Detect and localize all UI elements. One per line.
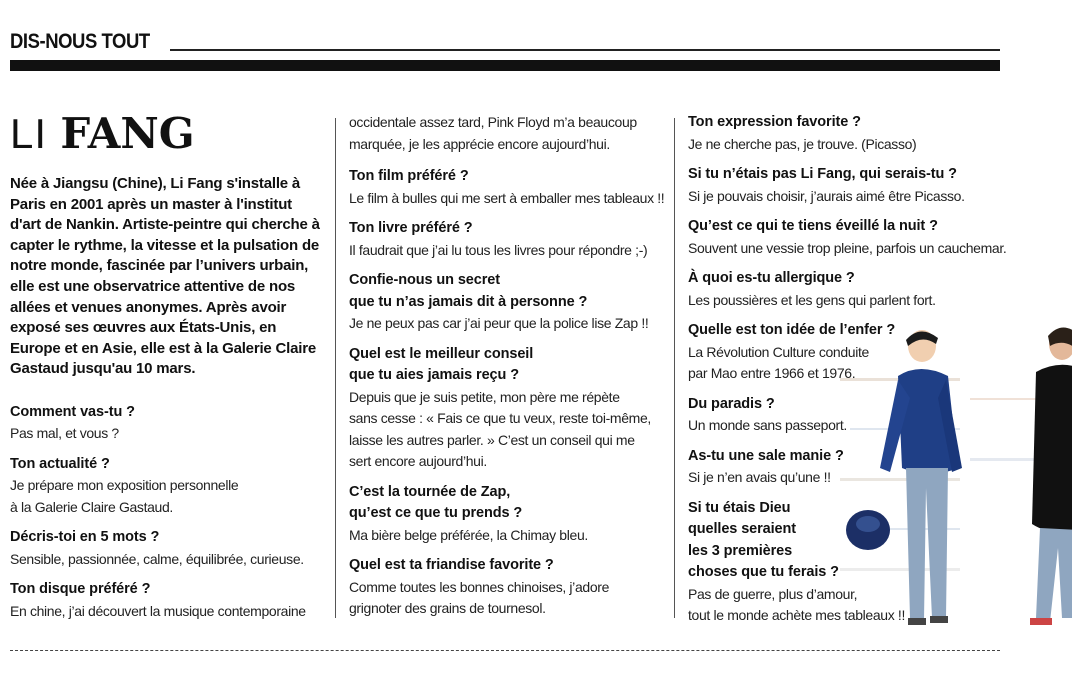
qa-item xyxy=(10,579,325,622)
first-name: LI xyxy=(10,110,48,157)
qa-item xyxy=(688,112,1018,155)
question: Ton livre préféré ? xyxy=(349,220,473,236)
question: À quoi es-tu allergique ? xyxy=(688,270,855,286)
bottom-dashed-rule xyxy=(10,650,1000,651)
qa-item xyxy=(10,454,325,519)
walking-figure-right xyxy=(1030,327,1072,625)
qa-item xyxy=(10,527,325,570)
question: Comment vas-tu ? xyxy=(10,403,135,420)
answer: Sensible, passionnée, calme, équilibrée, curieuse. xyxy=(10,550,304,567)
answer: Pas mal, et vous ? xyxy=(10,425,119,442)
profile-name xyxy=(10,109,325,158)
qa-item xyxy=(349,270,674,335)
answer: Je ne peux pas car j’ai peur que la police lise Zap !! xyxy=(349,315,649,331)
answer: Depuis que je suis petite, mon père me répète sans cesse : « Fais ce que tu veux, reste toi-même, laisse les autres parler. » C’est un conseil qui me sert encore aujourd’hui. xyxy=(349,388,651,469)
header-bar xyxy=(10,60,1000,71)
answer: Il faudrait que j’ai lu tous les livres pour répondre ;-) xyxy=(349,241,648,258)
answer: La Révolution Culture conduite par Mao entre 1966 et 1976. xyxy=(688,343,869,381)
qa-item xyxy=(349,344,674,473)
column-2 xyxy=(349,112,674,629)
qa-item xyxy=(349,482,674,547)
answer: Ma bière belge préférée, la Chimay bleu. xyxy=(349,526,588,543)
question: Quelle est ton idée de l’enfer ? xyxy=(688,322,896,338)
section-header xyxy=(10,30,1000,56)
qa-item xyxy=(688,216,1018,259)
column-divider xyxy=(335,118,336,618)
column-divider xyxy=(674,118,675,618)
question: Décris-toi en 5 mots ? xyxy=(10,529,160,546)
question: Du paradis ? xyxy=(688,395,775,412)
answer: Je ne cherche pas, je trouve. (Picasso) xyxy=(688,135,917,152)
answer: Souvent une vessie trop pleine, parfois un cauchemar. xyxy=(688,239,1007,256)
header-rule xyxy=(170,49,1000,51)
last-name: FANG xyxy=(60,109,195,158)
intro-paragraph: Née à Jiangsu (Chine), Li Fang s'installe à Paris en 2001 après un master à l'institut d'art de Nankin. Artiste-peintre qui cherche à capter le rythme, la vitesse et la pulsation de notre monde, fascinée par l’univers urbain, elle est une observatrice attentive de nos allées et venues anonymes. Après avoir exposé ses œuvres aux États-Unis, en Europe et en Asie, elle est à la Galerie Claire Gastaud jusqu'au 10 mars. xyxy=(10,175,320,378)
answer: Le film à bulles qui me sert à emballer mes tableaux !! xyxy=(349,189,665,206)
qa-item xyxy=(688,394,1018,437)
question: Ton film préféré ? xyxy=(349,168,469,184)
question: Ton actualité ? xyxy=(10,455,110,472)
answer-continuation: occidentale assez tard, Pink Floyd m’a beaucoup marquée, je les apprécie encore aujourd’hui. xyxy=(349,114,637,152)
qa-item xyxy=(688,498,1018,627)
qa-item xyxy=(349,555,674,620)
qa-item xyxy=(688,320,1018,385)
answer: Je prépare mon exposition personnelle à la Galerie Claire Gastaud. xyxy=(10,477,239,515)
qa-item xyxy=(349,218,674,261)
qa-item xyxy=(10,402,325,445)
answer: Un monde sans passeport. xyxy=(688,417,847,433)
answer: Si je n’en avais qu’une !! xyxy=(688,469,831,485)
answer: Si je pouvais choisir, j’aurais aimé être Picasso. xyxy=(688,187,965,204)
question: C’est la tournée de Zap, qu’est ce que tu prends ? xyxy=(349,483,523,521)
question: Confie-nous un secret que tu n’as jamais dit à personne ? xyxy=(349,272,588,310)
question: Ton expression favorite ? xyxy=(688,114,861,130)
question: Quel est le meilleur conseil que tu aies jamais reçu ? xyxy=(349,345,534,383)
question: Si tu étais Dieu quelles seraient les 3 premières choses que tu ferais ? xyxy=(688,499,839,580)
answer: Comme toutes les bonnes chinoises, j’adore grignoter des grains de tournesol. xyxy=(349,578,610,616)
column-1 xyxy=(10,109,325,631)
question: Ton disque préféré ? xyxy=(10,581,151,598)
qa-item xyxy=(688,446,1018,489)
question: Si tu n’étais pas Li Fang, qui serais-tu ? xyxy=(688,166,957,182)
question: As-tu une sale manie ? xyxy=(688,447,844,464)
column-3 xyxy=(688,112,1018,636)
answer: Les poussières et les gens qui parlent fort. xyxy=(688,291,936,308)
answer: Pas de guerre, plus d’amour, tout le monde achète mes tableaux !! xyxy=(688,585,905,623)
section-title: DIS-NOUS TOUT xyxy=(10,30,157,54)
qa-item xyxy=(688,164,1018,207)
qa-item xyxy=(688,268,1018,311)
answer: En chine, j’ai découvert la musique contemporaine xyxy=(10,602,306,619)
question: Qu’est ce qui te tiens éveillé la nuit ? xyxy=(688,218,938,234)
question: Quel est ta friandise favorite ? xyxy=(349,557,554,573)
qa-item xyxy=(349,166,674,209)
